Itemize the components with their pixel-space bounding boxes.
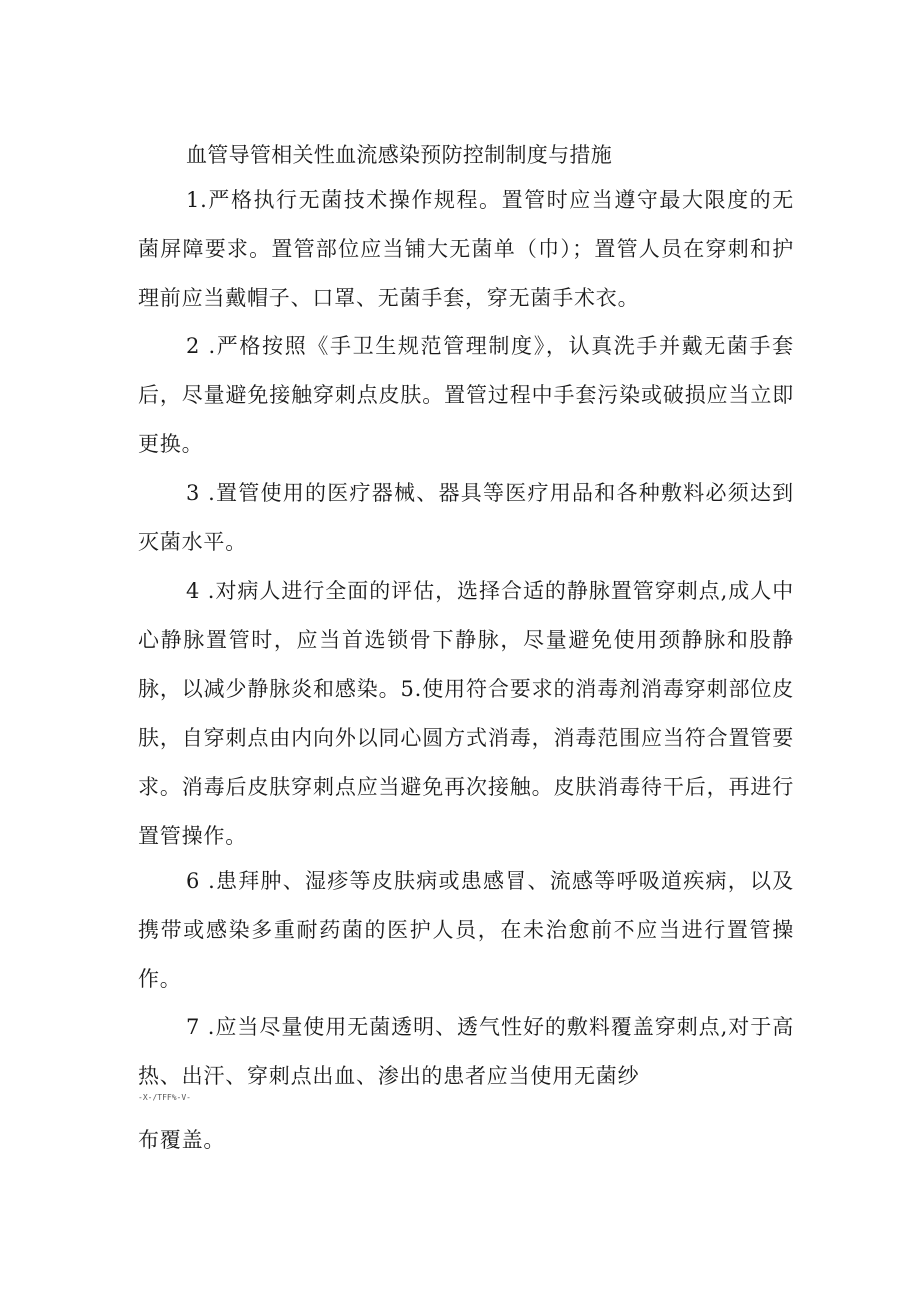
paragraph-1: 1.严格执行无菌技术操作规程。置管时应当遵守最大限度的无菌屏障要求。置管部位应当铺大无菌单（巾）；置管人员在穿刺和护理前应当戴帽子、口罩、无菌手套，穿无菌手术衣。 xyxy=(138,188,794,310)
paragraph-4: 4 .对病人进行全面的评估，选择合适的静脉置管穿刺点,成人中心静脉置管时，应当首选锁骨下静脉，尽量避免使用颈静脉和股静脉，以减少静脉炎和感染。5.使用符合要求的消毒剂消毒穿刺部位皮肤，自穿刺点由内向外以同心圆方式消毒，消毒范围应当符合置管要求。消毒后皮肤穿刺点应当避免再次接触。皮肤消毒待干后，再进行置管操作。 xyxy=(138,579,794,848)
paragraph-7-continuation: 布覆盖。 xyxy=(138,1128,226,1152)
paragraph-2: 2 .严格按照《手卫生规范管理制度》，认真洗手并戴无菌手套后，尽量避免接触穿刺点皮肤。置管过程中手套污染或破损应当立即更换。 xyxy=(138,334,794,456)
paragraph-6: 6 .患拜肿、湿疹等皮肤病或患感冒、流感等呼吸道疾病，以及携带或感染多重耐药菌的医护人员，在未治愈前不应当进行置管操作。 xyxy=(138,869,794,991)
paragraph-3: 3 .置管使用的医疗器械、器具等医疗用品和各种敷料必须达到灭菌水平。 xyxy=(138,481,794,554)
paragraph-7: 7 .应当尽量使用无菌透明、透气性好的敷料覆盖穿刺点,对于高热、出汗、穿刺点出血、渗出的患者应当使用无菌纱 xyxy=(138,1015,794,1088)
document-title: 血管导管相关性血流感染预防控制制度与措施 xyxy=(186,143,612,167)
page-footer-mark: -X-/TFF%-V- xyxy=(138,1093,191,1102)
